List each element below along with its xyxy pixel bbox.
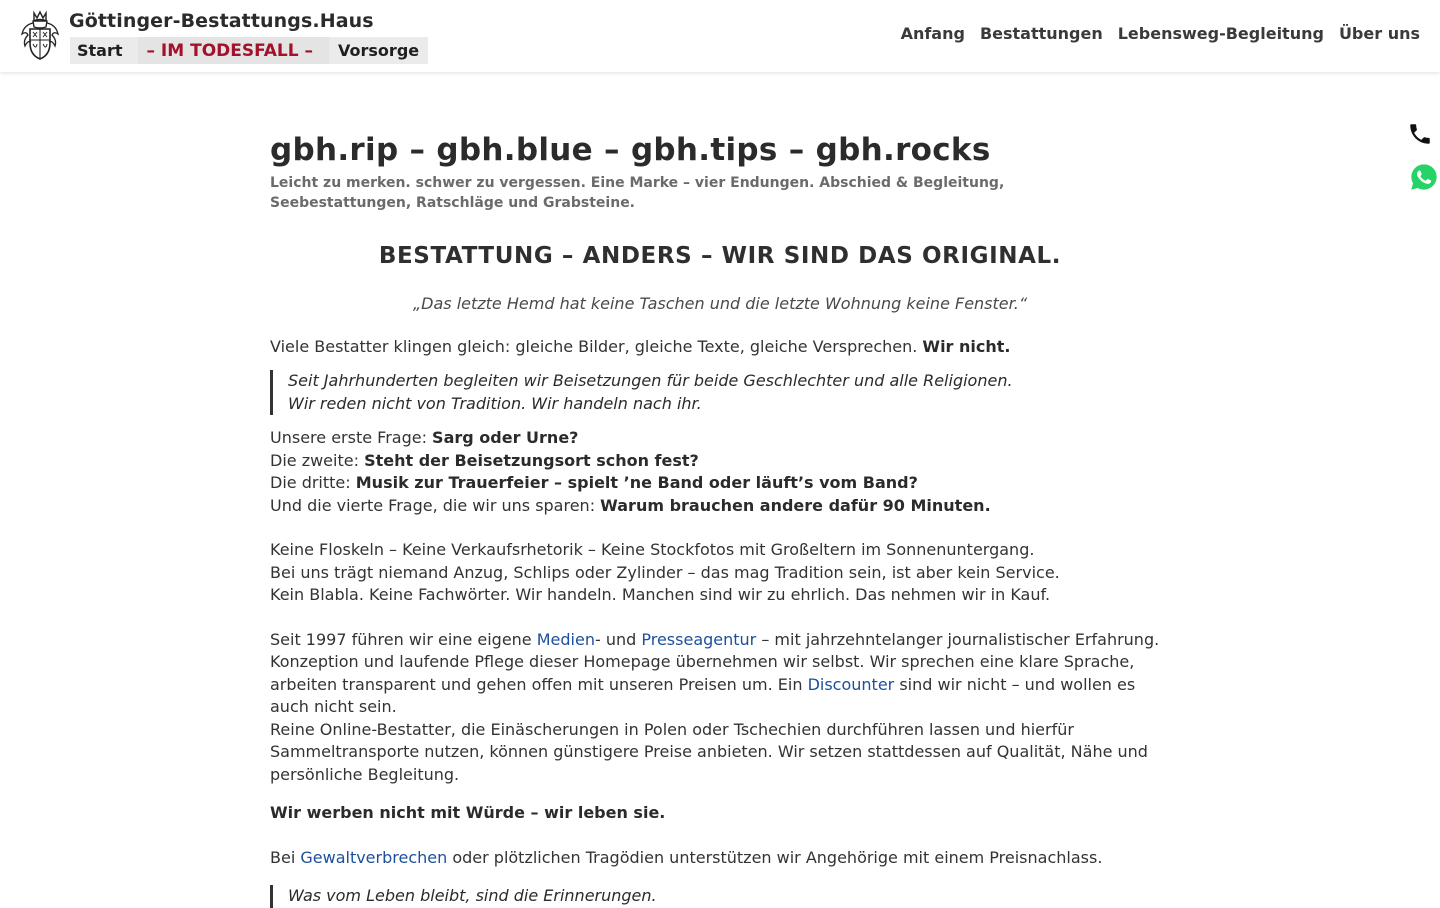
agency-text: sind wir nicht – und wollen es auch nicht sein. [270, 674, 1136, 716]
tradition-blockquote [270, 370, 1170, 415]
question-prefix: Die dritte: [270, 473, 356, 492]
nav-lebensweg-begleitung-link[interactable]: Lebensweg-Begleitung [1117, 24, 1324, 43]
discounter-link[interactable]: Discounter [807, 674, 895, 694]
text-line: Kein Blabla. Keine Fachwörter. Wir handeln. Manchen sind wir zu ehrlich. Das nehmen wir in Kauf. [270, 585, 1051, 604]
nav-anfang-link[interactable]: Anfang [900, 24, 965, 43]
question-bold: Steht der Beisetzungsort schon fest? [364, 450, 699, 470]
main-content [270, 128, 1170, 908]
question-bold: Warum brauchen andere dafür 90 Minuten. [600, 495, 991, 515]
text-line: Keine Floskeln – Keine Verkaufsrhetorik – Keine Stockfotos mit Großeltern im Sonnenuntergang. [270, 540, 1035, 559]
nav-ueber-uns-link[interactable]: Über uns [1338, 24, 1420, 43]
question-line [270, 472, 1170, 495]
intro-text: Viele Bestatter klingen gleich: gleiche Bilder, gleiche Texte, gleiche Versprechen. [270, 336, 923, 356]
question-bold: Sarg oder Urne? [432, 428, 579, 447]
question-line [270, 427, 1170, 450]
blockquote-line: Was vom Leben bleibt, sind die Erinnerungen. [288, 886, 657, 905]
gewaltverbrechen-link[interactable]: Gewaltverbrechen [300, 847, 448, 867]
no-phrases-paragraph [270, 539, 1170, 607]
subnav-vorsorge-link[interactable]: Vorsorge [329, 37, 428, 64]
questions-list [270, 427, 1170, 517]
presseagentur-link[interactable]: Presseagentur [641, 629, 757, 649]
violence-text: oder plötzlichen Tragödien unterstützen wir Angehörige mit einem Preisnachlass. [447, 847, 1103, 867]
subnav-im-todesfall-link[interactable]: – IM TODESFALL – [138, 37, 330, 64]
question-prefix: Und die vierte Frage, die wir uns sparen: [270, 495, 601, 515]
phone-icon[interactable] [1407, 121, 1433, 147]
online-bestatter-text: Reine Online-Bestatter, die Einäscherungen in Polen oder Tschechien durchführen lassen und hierfür Sammeltransporte nutzen, können günstigere Preise anbieten. Wir setzen stattdessen auf Qualität, Nähe und persönliche Begleitung. [270, 719, 1148, 784]
main-navigation [901, 24, 1420, 43]
quote: „Das letzte Hemd hat keine Taschen und die letzte Wohnung keine Fenster.“ [412, 294, 1028, 313]
site-header [0, 0, 1440, 72]
whatsapp-icon[interactable] [1409, 162, 1439, 192]
question-line [270, 450, 1170, 473]
tagline: Leicht zu merken. schwer zu vergessen. Eine Marke – vier Endungen. Abschied & Begleitung, Seebestattungen, Ratschläge und Grabsteine. [270, 175, 1005, 211]
medien-link[interactable]: Medien [536, 629, 595, 649]
intro-paragraph [270, 336, 1170, 359]
violence-paragraph [270, 847, 1170, 870]
blockquote-line: Wir reden nicht von Tradition. Wir handeln nach ihr. [288, 393, 702, 413]
question-prefix: Unsere erste Frage: [270, 428, 433, 447]
subnav-start-link[interactable]: Start [70, 37, 138, 64]
motto: Wir werben nicht mit Würde – wir leben sie. [270, 803, 666, 822]
intro-bold: Wir nicht. [922, 336, 1011, 356]
domain-heading: gbh.rip – gbh.blue – gbh.tips – gbh.rocks [270, 132, 991, 168]
nav-bestattungen-link[interactable]: Bestattungen [979, 24, 1103, 43]
page-headline: BESTATTUNG – ANDERS – WIR SIND DAS ORIGINAL. [378, 243, 1062, 269]
question-bold: Musik zur Trauerfeier – spielt ’ne Band oder läuft’s vom Band? [355, 473, 918, 492]
agency-paragraph [270, 629, 1170, 787]
question-line [270, 495, 1170, 518]
violence-text: Bei [270, 847, 301, 867]
brand-title[interactable]: Göttinger-Bestattungs.Haus [69, 10, 374, 32]
agency-text: Seit 1997 führen wir eine eigene [270, 629, 537, 649]
memories-blockquote [270, 885, 1170, 908]
question-prefix: Die zweite: [270, 450, 365, 470]
agency-text: - und [594, 629, 642, 649]
agency-text: – mit jahrzehntelanger journalistischer Erfahrung. Konzeption und laufende Pflege dieser Homepage übernehmen wir selbst. Wir sprechen eine klare Sprache, arbeiten transparent und gehen offen mit unseren Preisen um. Ein [270, 629, 1160, 694]
sub-navigation [70, 37, 428, 64]
coat-of-arms-logo[interactable] [19, 10, 61, 62]
blockquote-line: Seit Jahrhunderten begleiten wir Beisetzungen für beide Geschlechter und alle Religionen. [288, 371, 1013, 390]
text-line: Bei uns trägt niemand Anzug, Schlips oder Zylinder – das mag Tradition sein, ist aber kein Service. [270, 562, 1060, 582]
